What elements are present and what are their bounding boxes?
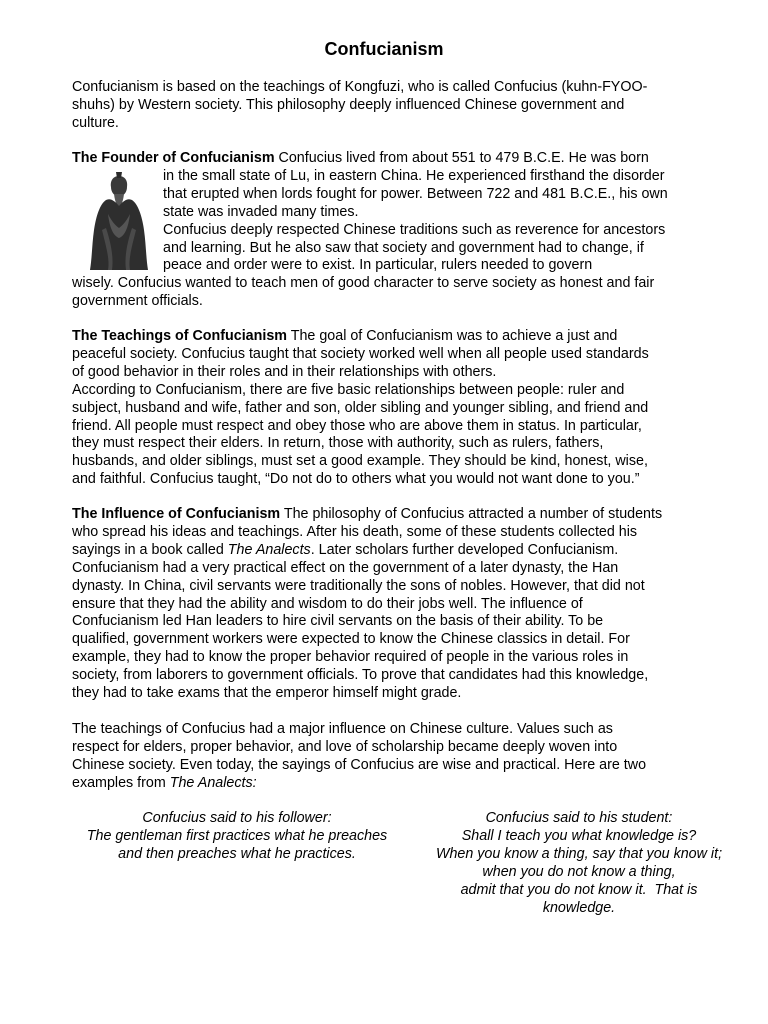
- teachings-section: [72, 328, 712, 489]
- closing-paragraph: [72, 721, 712, 793]
- text-line: According to Confucianism, there are five basic relationships between people: ruler and: [72, 381, 625, 398]
- text-line: wisely. Confucius wanted to teach men of good character to serve society as honest and fair: [72, 275, 655, 292]
- page-title: Confucianism: [324, 39, 444, 59]
- text-line: that erupted when lords fought for power. Between 722 and 481 B.C.E., his own: [163, 185, 668, 202]
- quote-line: knowledge.: [542, 899, 616, 916]
- quote-line: When you know a thing, say that you know it;: [435, 845, 723, 862]
- text-line: government officials.: [72, 293, 203, 310]
- text-line: qualified, government workers were expected to know the Chinese classics in detail. For: [72, 631, 630, 648]
- text-line: and faithful. Confucius taught, “Do not do to others what you would not want done to you.”: [72, 471, 640, 488]
- text-line: culture.: [72, 114, 119, 131]
- text-line: who spread his ideas and teachings. After his death, some of these students collected his: [72, 523, 638, 540]
- book-title: The Analects:: [169, 774, 257, 791]
- text-line: in the small state of Lu, in eastern China. He experienced firsthand the disorder: [163, 167, 665, 184]
- text-line: Confucianism had a very practical effect on the government of a later dynasty, the Han: [72, 559, 619, 576]
- text-line: they had to take exams that the emperor himself might grade.: [72, 685, 462, 702]
- book-title: The Analects: [227, 541, 311, 558]
- quote-line: Confucius said to his follower:: [142, 810, 332, 826]
- text-line: they must respect their elders. In return, those with authority, such as rulers, fathers,: [72, 435, 604, 452]
- founder-section: [72, 150, 712, 311]
- text-line: husbands, and older siblings, must set a good example. They should be kind, honest, wise,: [72, 453, 648, 470]
- text-line: example, they had to know the proper behavior required of people in the various roles in: [72, 649, 629, 666]
- quote-left: [72, 810, 402, 864]
- text-line: Confucianism led Han leaders to hire civil servants on the basis of their ability. To be: [72, 613, 604, 630]
- text-line: Confucius deeply respected Chinese traditions such as reverence for ancestors: [163, 221, 666, 238]
- section-heading: The Teachings of Confucianism: [72, 328, 288, 344]
- text-line: and learning. But he also saw that society and government had to change, if: [163, 239, 644, 256]
- quote-line: admit that you do not know it. That is: [460, 881, 698, 898]
- quote-line: Confucius said to his student:: [485, 810, 673, 826]
- quote-line: Shall I teach you what knowledge is?: [461, 827, 697, 844]
- text-line: of good behavior in their roles and in their relationships with others.: [72, 363, 497, 380]
- text-line: state was invaded many times.: [163, 203, 359, 220]
- section-heading: The Influence of Confucianism: [72, 506, 281, 522]
- quote-right: [418, 810, 740, 917]
- text-line: peaceful society. Confucius taught that society worked well when all people used standards: [72, 345, 649, 362]
- text-line: Chinese society. Even today, the sayings of Confucius are wise and practical. Here are two: [72, 756, 647, 773]
- text-line: The Teachings of Confucianism The goal of Confucianism was to achieve a just and: [72, 328, 618, 344]
- influence-section: [72, 506, 712, 703]
- text-line: The Founder of Confucianism Confucius lived from about 551 to 479 B.C.E. He was born: [72, 150, 649, 166]
- text-line: dynasty. In China, civil servants were traditionally the sons of nobles. However, that did not: [72, 577, 645, 594]
- text-line: The Influence of Confucianism The philosophy of Confucius attracted a number of students: [72, 506, 663, 522]
- text-line: shuhs) by Western society. This philosophy deeply influenced Chinese government and: [72, 96, 625, 113]
- text-line: ensure that they had the ability and wisdom to do their jobs well. The influence of: [72, 595, 583, 612]
- intro-paragraph: [72, 79, 712, 133]
- text-line: Confucianism is based on the teachings of Kongfuzi, who is called Confucius (kuhn-FYOO-: [72, 79, 648, 95]
- text-line: subject, husband and wife, father and son, older sibling and younger sibling, and friend and: [72, 399, 649, 416]
- text-line: friend. All people must respect and obey those who are above them in status. In particular,: [72, 417, 642, 434]
- section-heading: The Founder of Confucianism: [72, 150, 275, 166]
- text-line: The teachings of Confucius had a major influence on Chinese culture. Values such as: [72, 721, 613, 737]
- quote-line: when you do not know a thing,: [482, 863, 676, 880]
- text-line: examples from The Analects:: [72, 774, 257, 791]
- text-line: peace and order were to exist. In particular, rulers needed to govern: [163, 257, 593, 274]
- text-line: society, from laborers to government officials. To prove that candidates had this knowledge,: [72, 667, 649, 684]
- quote-line: and then preaches what he practices.: [118, 845, 356, 862]
- quote-line: The gentleman first practices what he preaches: [86, 827, 388, 844]
- text-line: respect for elders, proper behavior, and love of scholarship became deeply woven into: [72, 738, 618, 755]
- text-line: sayings in a book called The Analects. Later scholars further developed Confucianism.: [72, 541, 619, 558]
